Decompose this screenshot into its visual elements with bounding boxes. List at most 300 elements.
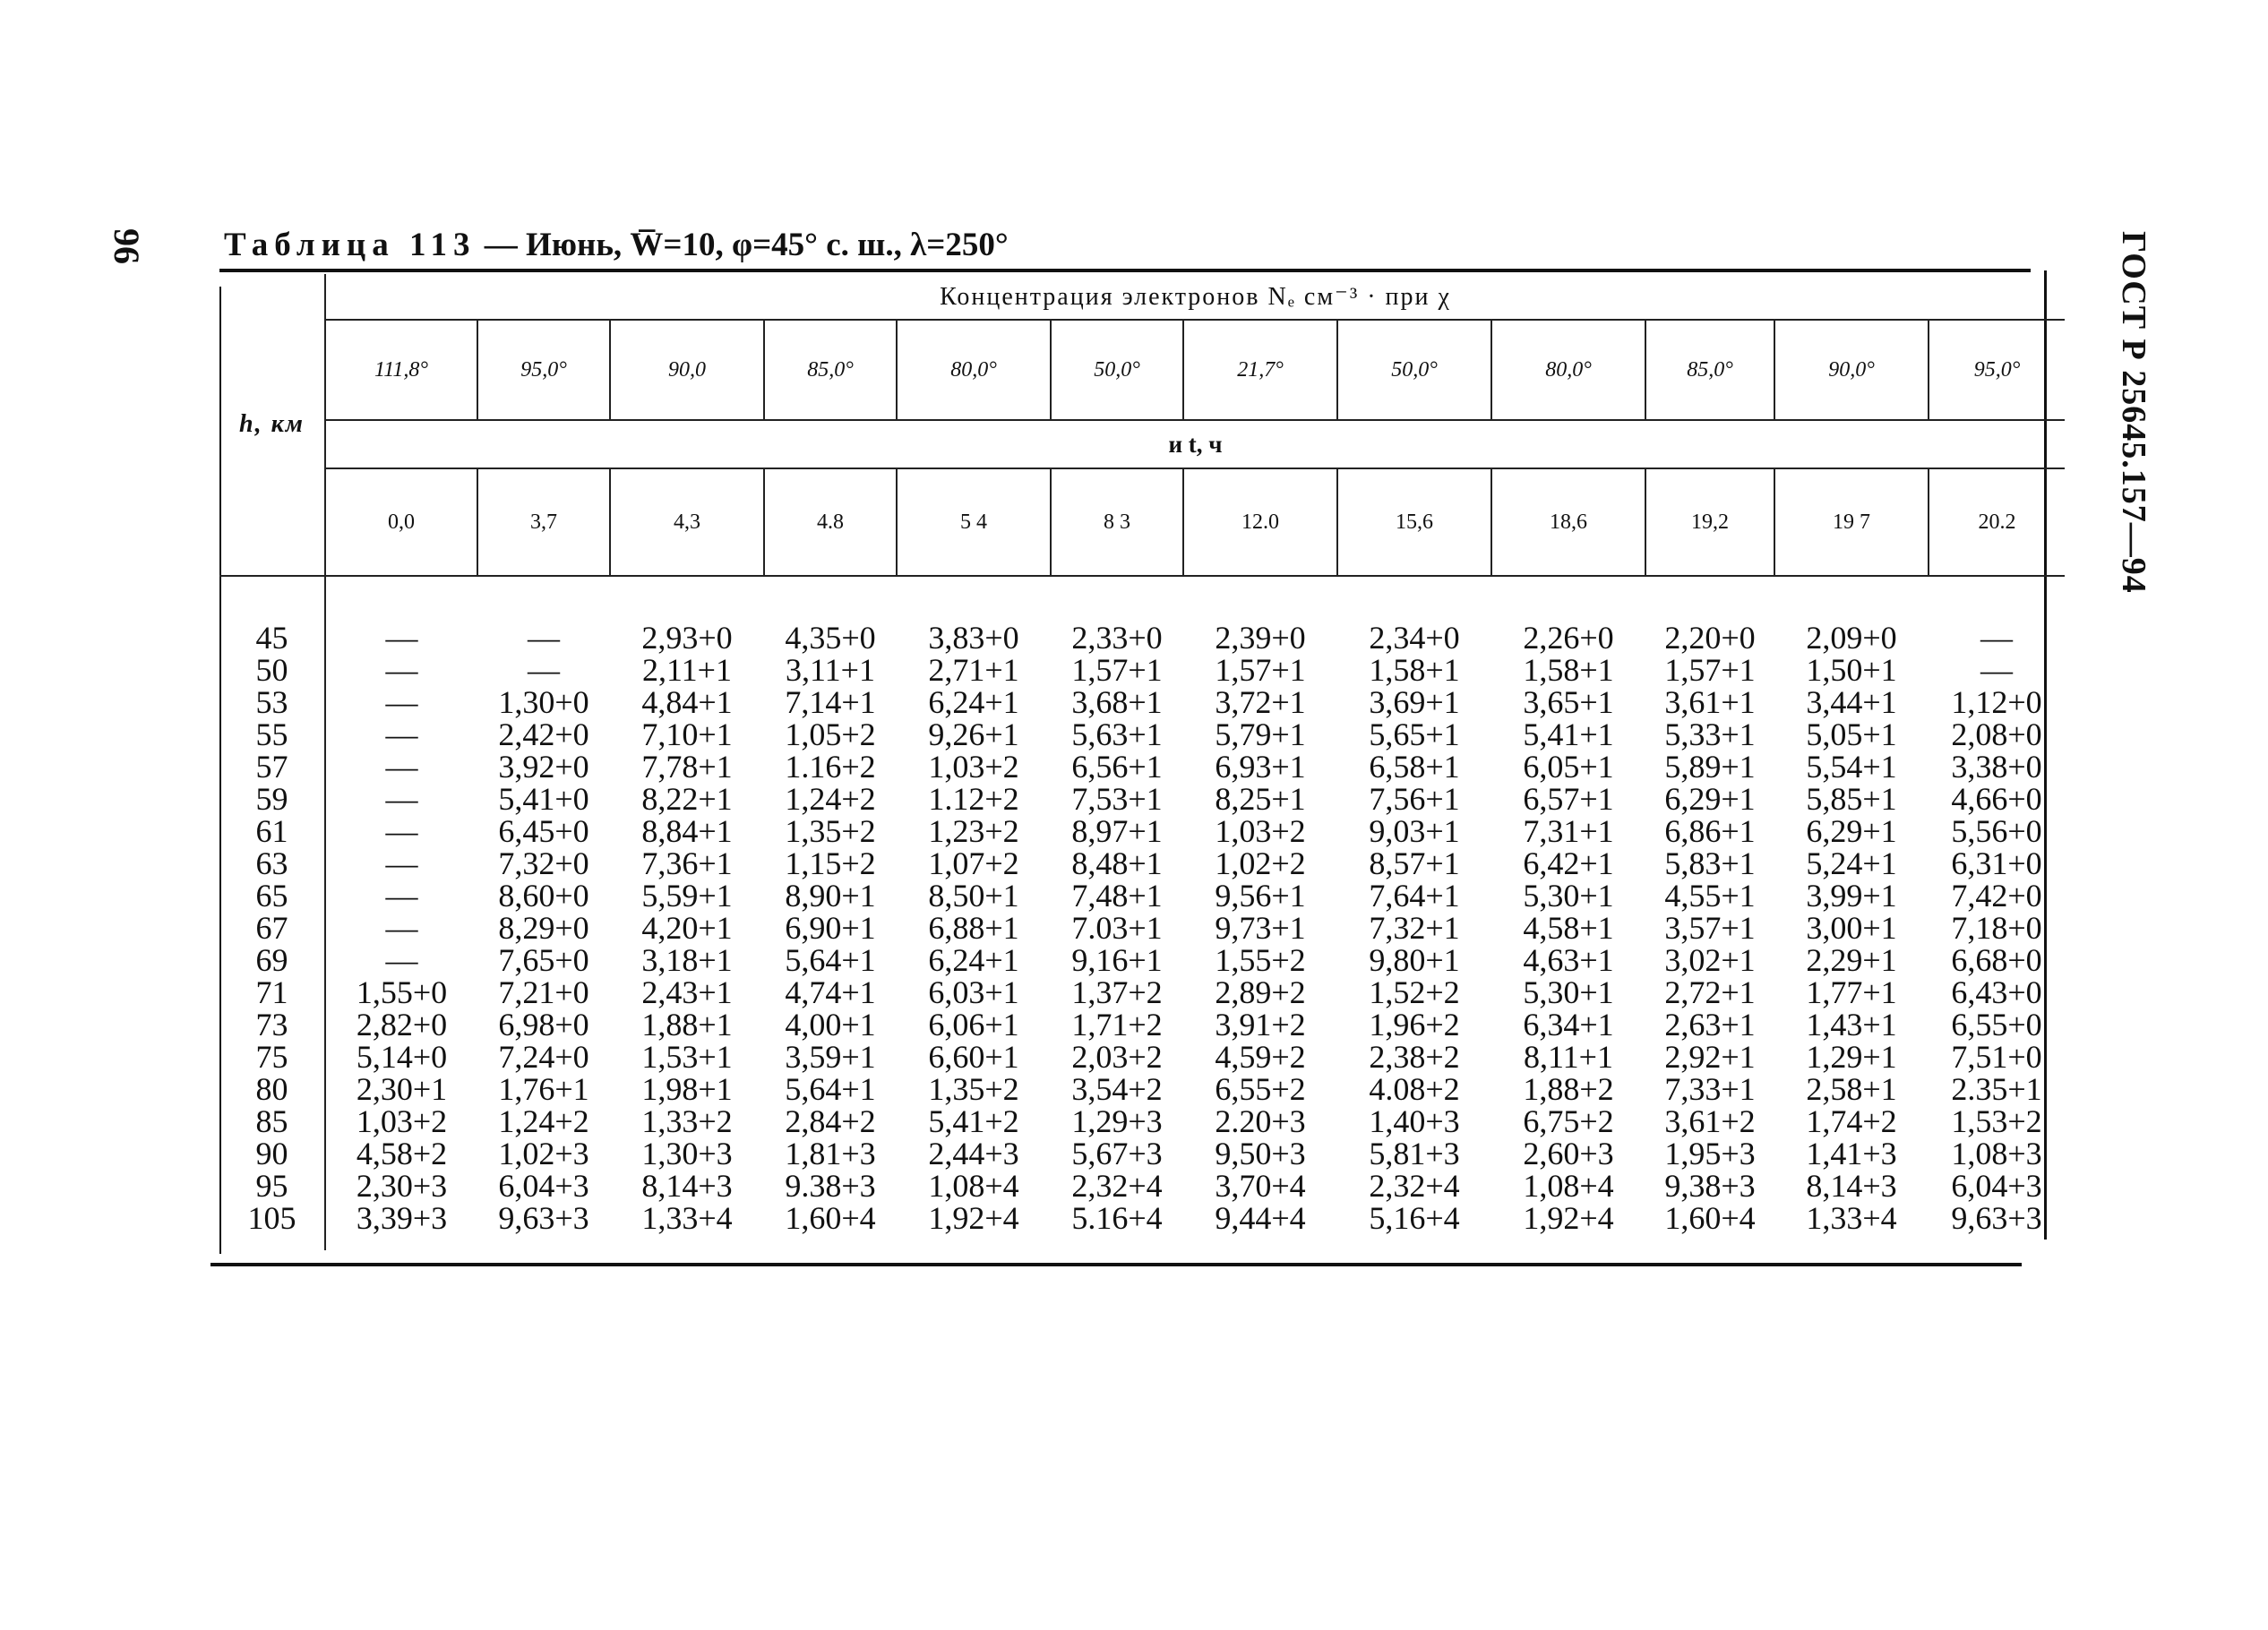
concentration-cell: 5,41+0: [498, 781, 589, 817]
concentration-cell: 4.08+2: [1369, 1071, 1460, 1107]
concentration-cell: 7,78+1: [641, 749, 733, 785]
concentration-cell: 3,00+1: [1806, 910, 1897, 946]
table-row: [219, 1202, 2065, 1250]
concentration-cell: 2,89+2: [1215, 974, 1306, 1010]
concentration-cell: 6,93+1: [1215, 749, 1306, 785]
concentration-cell: 9,03+1: [1369, 813, 1460, 849]
concentration-cell: 5,81+3: [1369, 1136, 1460, 1171]
concentration-cell: 2,44+3: [928, 1136, 1019, 1171]
concentration-cell: —: [1980, 652, 2013, 688]
concentration-cell: 1,02+2: [1215, 845, 1306, 881]
chi-header-cell: 85,0°: [1645, 320, 1774, 420]
concentration-cell: 1,30+0: [498, 684, 589, 720]
concentration-cell: 2,84+2: [785, 1103, 876, 1139]
concentration-cell: 6,56+1: [1071, 749, 1163, 785]
concentration-cell: 6,42+1: [1523, 845, 1614, 881]
chi-header-cell: 95,0°: [477, 320, 610, 420]
concentration-cell: 3,44+1: [1806, 684, 1897, 720]
concentration-cell: 9,38+3: [1664, 1168, 1756, 1204]
concentration-cell: 5,85+1: [1806, 781, 1897, 817]
concentration-cell: —: [385, 684, 418, 720]
altitude-cell: 71: [219, 976, 325, 1008]
concentration-cell: 4,20+1: [641, 910, 733, 946]
altitude-cell: 73: [219, 1008, 325, 1041]
concentration-cell: 9,26+1: [928, 716, 1019, 752]
concentration-cell: 3,59+1: [785, 1039, 876, 1075]
table-bottom-rule: [210, 1263, 2022, 1266]
concentration-cell: 6,31+0: [1951, 845, 2042, 881]
local-time-header: и t, ч: [325, 420, 2065, 468]
concentration-cell: 7,10+1: [641, 716, 733, 752]
concentration-cell: 2,42+0: [498, 716, 589, 752]
concentration-cell: 1,96+2: [1369, 1007, 1460, 1042]
concentration-cell: 6,05+1: [1523, 749, 1614, 785]
concentration-cell: 1,15+2: [785, 845, 876, 881]
concentration-cell: 4,84+1: [641, 684, 733, 720]
concentration-cell: 6,60+1: [928, 1039, 1019, 1075]
concentration-cell: —: [385, 620, 418, 656]
concentration-cell: 2,03+2: [1071, 1039, 1163, 1075]
concentration-cell: 6,04+3: [1951, 1168, 2042, 1204]
concentration-cell: 1,57+1: [1215, 652, 1306, 688]
altitude-column-header: h, км: [219, 274, 325, 576]
concentration-cell: 1,41+3: [1806, 1136, 1897, 1171]
concentration-cell: 9.38+3: [785, 1168, 876, 1204]
concentration-cell: 3,61+2: [1664, 1103, 1756, 1139]
concentration-cell: 8,60+0: [498, 878, 589, 914]
chi-header-cell: 80,0°: [1491, 320, 1645, 420]
concentration-cell: 7,53+1: [1071, 781, 1163, 817]
altitude-cell: 63: [219, 847, 325, 879]
concentration-cell: —: [1980, 620, 2013, 656]
chi-header-cell: 50,0°: [1337, 320, 1491, 420]
concentration-cell: 5,56+0: [1951, 813, 2042, 849]
concentration-cell: 6,29+1: [1806, 813, 1897, 849]
concentration-cell: 1,23+2: [928, 813, 1019, 849]
concentration-cell: 8,22+1: [641, 781, 733, 817]
concentration-cell: 1,53+1: [641, 1039, 733, 1075]
table-row: [219, 1073, 2065, 1105]
concentration-cell: 2,38+2: [1369, 1039, 1460, 1075]
altitude-cell: 90: [219, 1137, 325, 1170]
concentration-cell: 1,33+4: [641, 1200, 733, 1236]
concentration-cell: 1,50+1: [1806, 652, 1897, 688]
concentration-cell: 7,36+1: [641, 845, 733, 881]
concentration-cell: 7,21+0: [498, 974, 589, 1010]
concentration-cell: 1,88+2: [1523, 1071, 1614, 1107]
concentration-cell: 1,52+2: [1369, 974, 1460, 1010]
concentration-cell: 2,08+0: [1951, 716, 2042, 752]
altitude-cell: 65: [219, 879, 325, 912]
concentration-cell: 7,64+1: [1369, 878, 1460, 914]
concentration-cell: 3,68+1: [1071, 684, 1163, 720]
concentration-cell: 1,08+4: [928, 1168, 1019, 1204]
time-header-cell: 15,6: [1337, 468, 1491, 576]
table-row: [219, 1041, 2065, 1073]
concentration-cell: 5,33+1: [1664, 716, 1756, 752]
concentration-cell: 2.20+3: [1215, 1103, 1306, 1139]
concentration-cell: 1.12+2: [928, 781, 1019, 817]
concentration-cell: 6,68+0: [1951, 942, 2042, 978]
concentration-cell: 3,02+1: [1664, 942, 1756, 978]
concentration-cell: 8,11+1: [1524, 1039, 1613, 1075]
concentration-cell: 7,31+1: [1523, 813, 1614, 849]
concentration-cell: 1,53+2: [1951, 1103, 2042, 1139]
table-row: [219, 718, 2065, 751]
concentration-cell: 3,18+1: [641, 942, 733, 978]
concentration-cell: 1,35+2: [785, 813, 876, 849]
concentration-cell: 2,32+4: [1071, 1168, 1163, 1204]
concentration-cell: 5,83+1: [1664, 845, 1756, 881]
concentration-cell: 2,20+0: [1664, 620, 1756, 656]
chi-header-cell: 111,8°: [325, 320, 477, 420]
concentration-cell: 2,43+1: [641, 974, 733, 1010]
concentration-cell: 1,58+1: [1523, 652, 1614, 688]
table-row: [219, 654, 2065, 686]
page-number: 96: [107, 228, 147, 264]
table-row: [219, 751, 2065, 783]
concentration-cell: —: [385, 749, 418, 785]
concentration-cell: 1,03+2: [928, 749, 1019, 785]
altitude-cell: 69: [219, 944, 325, 976]
chi-header-cell: 95,0°: [1929, 320, 2065, 420]
concentration-cell: 1,05+2: [785, 716, 876, 752]
concentration-cell: —: [528, 620, 560, 656]
time-header-cell: 20.2: [1929, 468, 2065, 576]
altitude-cell: 105: [219, 1202, 325, 1250]
concentration-cell: 2,72+1: [1664, 974, 1756, 1010]
concentration-cell: 6,75+2: [1523, 1103, 1614, 1139]
concentration-cell: 7,51+0: [1951, 1039, 2042, 1075]
concentration-cell: 8,97+1: [1071, 813, 1163, 849]
concentration-cell: 8,14+3: [1806, 1168, 1897, 1204]
table-caption: [224, 226, 1009, 264]
table-top-rule: [219, 269, 2031, 272]
concentration-cell: 1,74+2: [1806, 1103, 1897, 1139]
concentration-cell: 8,84+1: [641, 813, 733, 849]
concentration-cell: 5,30+1: [1523, 878, 1614, 914]
concentration-cell: 7,32+0: [498, 845, 589, 881]
concentration-cell: 2,63+1: [1664, 1007, 1756, 1042]
concentration-cell: 1,76+1: [498, 1071, 589, 1107]
concentration-cell: 5,59+1: [641, 878, 733, 914]
local-time-row: [219, 468, 2065, 576]
concentration-cell: 1,03+2: [356, 1103, 448, 1139]
concentration-cell: 7,65+0: [498, 942, 589, 978]
concentration-cell: 6,88+1: [928, 910, 1019, 946]
concentration-cell: 1,60+4: [785, 1200, 876, 1236]
altitude-cell: 67: [219, 912, 325, 944]
concentration-cell: 6,45+0: [498, 813, 589, 849]
concentration-cell: 3,65+1: [1523, 684, 1614, 720]
concentration-cell: 3,92+0: [498, 749, 589, 785]
concentration-cell: 9,56+1: [1215, 878, 1306, 914]
concentration-cell: 6,24+1: [928, 684, 1019, 720]
concentration-cell: 1,03+2: [1215, 813, 1306, 849]
concentration-cell: 2,29+1: [1806, 942, 1897, 978]
concentration-cell: 5,30+1: [1523, 974, 1614, 1010]
concentration-cell: 1,33+2: [641, 1103, 733, 1139]
zenith-angle-row: [219, 320, 2065, 420]
altitude-cell: 95: [219, 1170, 325, 1202]
concentration-cell: —: [385, 652, 418, 688]
concentration-cell: 9,50+3: [1215, 1136, 1306, 1171]
concentration-cell: 2,30+3: [356, 1168, 448, 1204]
concentration-cell: 3,39+3: [356, 1200, 448, 1236]
concentration-cell: 1,55+0: [356, 974, 448, 1010]
time-header-cell: 4,3: [610, 468, 764, 576]
table-caption-label: Таблица 113: [224, 227, 477, 263]
concentration-cell: —: [385, 845, 418, 881]
concentration-cell: 2,60+3: [1523, 1136, 1614, 1171]
concentration-cell: 4,66+0: [1951, 781, 2042, 817]
concentration-cell: 3,72+1: [1215, 684, 1306, 720]
concentration-cell: 6,55+0: [1951, 1007, 2042, 1042]
concentration-cell: 1,07+2: [928, 845, 1019, 881]
document-code: ГОСТ Р 25645.157—94: [2115, 231, 2152, 594]
concentration-cell: 6,90+1: [785, 910, 876, 946]
chi-header-cell: 90,0: [610, 320, 764, 420]
table-row: [219, 1137, 2065, 1170]
concentration-cell: 1,92+4: [928, 1200, 1019, 1236]
concentration-cell: 1,98+1: [641, 1071, 733, 1107]
concentration-cell: 6,04+3: [498, 1168, 589, 1204]
concentration-cell: 7,56+1: [1369, 781, 1460, 817]
concentration-cell: 5,16+4: [1369, 1200, 1460, 1236]
concentration-cell: 7,32+1: [1369, 910, 1460, 946]
table-row: [219, 1008, 2065, 1041]
concentration-cell: 2,26+0: [1523, 620, 1614, 656]
concentration-cell: 5,79+1: [1215, 716, 1306, 752]
concentration-cell: 7,48+1: [1071, 878, 1163, 914]
concentration-cell: 3,57+1: [1664, 910, 1756, 946]
altitude-cell: 57: [219, 751, 325, 783]
table-row: [219, 1105, 2065, 1137]
chi-header-cell: 80,0°: [897, 320, 1051, 420]
concentration-cell: 8,14+3: [641, 1168, 733, 1204]
concentration-cell: 1,08+4: [1523, 1168, 1614, 1204]
table-row: [219, 976, 2065, 1008]
concentration-cell: 8,90+1: [785, 878, 876, 914]
concentration-cell: 6,34+1: [1523, 1007, 1614, 1042]
altitude-cell: 85: [219, 1105, 325, 1137]
time-header-cell: 5 4: [897, 468, 1051, 576]
concentration-cell: 1,88+1: [641, 1007, 733, 1042]
concentration-cell: —: [385, 910, 418, 946]
concentration-cell: 7,42+0: [1951, 878, 2042, 914]
concentration-cell: 3,70+4: [1215, 1168, 1306, 1204]
concentration-cell: 5,67+3: [1071, 1136, 1163, 1171]
altitude-cell: 75: [219, 1041, 325, 1073]
concentration-cell: 2.35+1: [1951, 1071, 2042, 1107]
concentration-cell: 8,48+1: [1071, 845, 1163, 881]
concentration-cell: 9,80+1: [1369, 942, 1460, 978]
concentration-cell: 4,35+0: [785, 620, 876, 656]
altitude-cell: 45: [219, 622, 325, 654]
concentration-cell: 1,92+4: [1523, 1200, 1614, 1236]
concentration-cell: —: [385, 781, 418, 817]
chi-header-cell: 85,0°: [764, 320, 897, 420]
concentration-cell: 7,14+1: [785, 684, 876, 720]
chi-header-cell: 90,0°: [1774, 320, 1929, 420]
concentration-cell: 6,06+1: [928, 1007, 1019, 1042]
concentration-cell: 4,63+1: [1523, 942, 1614, 978]
concentration-cell: —: [385, 878, 418, 914]
concentration-cell: 2,11+1: [642, 652, 732, 688]
altitude-cell: 55: [219, 718, 325, 751]
time-header-cell: 18,6: [1491, 468, 1645, 576]
concentration-cell: 4,74+1: [785, 974, 876, 1010]
concentration-cell: 6,24+1: [928, 942, 1019, 978]
concentration-cell: 2,82+0: [356, 1007, 448, 1042]
concentration-cell: 2,93+0: [641, 620, 733, 656]
concentration-cell: 2,71+1: [928, 652, 1019, 688]
altitude-cell: 59: [219, 783, 325, 815]
concentration-cell: 1,57+1: [1664, 652, 1756, 688]
concentration-cell: 9,16+1: [1071, 942, 1163, 978]
concentration-cell: 3,91+2: [1215, 1007, 1306, 1042]
concentration-cell: 1,29+1: [1806, 1039, 1897, 1075]
concentration-cell: 6,55+2: [1215, 1071, 1306, 1107]
concentration-header: Концентрация электронов Nₑ см⁻³ · при χ: [325, 274, 2065, 320]
concentration-cell: 6,58+1: [1369, 749, 1460, 785]
concentration-cell: 7,24+0: [498, 1039, 589, 1075]
concentration-cell: 4,58+2: [356, 1136, 448, 1171]
concentration-cell: 5,54+1: [1806, 749, 1897, 785]
concentration-cell: 1,58+1: [1369, 652, 1460, 688]
concentration-cell: 3,54+2: [1071, 1071, 1163, 1107]
concentration-cell: 9,63+3: [498, 1200, 589, 1236]
concentration-cell: 9,63+3: [1951, 1200, 2042, 1236]
concentration-cell: 6,86+1: [1664, 813, 1756, 849]
concentration-cell: 1,08+3: [1951, 1136, 2042, 1171]
concentration-cell: 1,12+0: [1951, 684, 2042, 720]
concentration-cell: 1,57+1: [1071, 652, 1163, 688]
concentration-cell: 5,41+2: [928, 1103, 1019, 1139]
time-header-cell: 0,0: [325, 468, 477, 576]
concentration-cell: 1,55+2: [1215, 942, 1306, 978]
concentration-cell: 9,73+1: [1215, 910, 1306, 946]
concentration-cell: 1,35+2: [928, 1071, 1019, 1107]
concentration-cell: 5,63+1: [1071, 716, 1163, 752]
concentration-cell: 9,44+4: [1215, 1200, 1306, 1236]
concentration-cell: 1,33+4: [1806, 1200, 1897, 1236]
concentration-cell: 1,43+1: [1806, 1007, 1897, 1042]
concentration-cell: 8,50+1: [928, 878, 1019, 914]
concentration-cell: 2,58+1: [1806, 1071, 1897, 1107]
concentration-cell: 2,39+0: [1215, 620, 1306, 656]
concentration-cell: 1,24+2: [785, 781, 876, 817]
concentration-cell: —: [385, 942, 418, 978]
table-row: [219, 879, 2065, 912]
concentration-cell: 7,33+1: [1664, 1071, 1756, 1107]
concentration-cell: 4,58+1: [1523, 910, 1614, 946]
concentration-cell: 3,11+1: [786, 652, 875, 688]
concentration-cell: 1,30+3: [641, 1136, 733, 1171]
concentration-cell: 6,29+1: [1664, 781, 1756, 817]
table-row: [219, 815, 2065, 847]
concentration-cell: 1,02+3: [498, 1136, 589, 1171]
chi-header-cell: 50,0°: [1051, 320, 1183, 420]
table-caption-text: — Июнь, W̅=10, φ=45° с. ш., λ=250°: [476, 227, 1009, 263]
concentration-cell: 3,83+0: [928, 620, 1019, 656]
table-row: [219, 944, 2065, 976]
concentration-cell: 4,59+2: [1215, 1039, 1306, 1075]
table-row: [219, 622, 2065, 654]
concentration-cell: 3,99+1: [1806, 878, 1897, 914]
concentration-cell: —: [528, 652, 560, 688]
time-header-cell: 4.8: [764, 468, 897, 576]
table-row: [219, 847, 2065, 879]
concentration-cell: 5.16+4: [1071, 1200, 1163, 1236]
concentration-cell: 5,14+0: [356, 1039, 448, 1075]
concentration-cell: 1.16+2: [785, 749, 876, 785]
altitude-cell: 50: [219, 654, 325, 686]
concentration-cell: 1,71+2: [1071, 1007, 1163, 1042]
concentration-cell: 5,89+1: [1664, 749, 1756, 785]
concentration-cell: 6,57+1: [1523, 781, 1614, 817]
concentration-cell: 1,77+1: [1806, 974, 1897, 1010]
altitude-cell: 53: [219, 686, 325, 718]
altitude-cell: 80: [219, 1073, 325, 1105]
chi-header-cell: 21,7°: [1183, 320, 1337, 420]
time-header-cell: 3,7: [477, 468, 610, 576]
concentration-cell: 2,30+1: [356, 1071, 448, 1107]
table-row: [219, 912, 2065, 944]
concentration-cell: 1,40+3: [1369, 1103, 1460, 1139]
concentration-cell: 1,24+2: [498, 1103, 589, 1139]
concentration-cell: 1,37+2: [1071, 974, 1163, 1010]
concentration-cell: 8,29+0: [498, 910, 589, 946]
concentration-cell: 6,03+1: [928, 974, 1019, 1010]
time-header-cell: 12.0: [1183, 468, 1337, 576]
altitude-cell: 61: [219, 815, 325, 847]
concentration-cell: 5,24+1: [1806, 845, 1897, 881]
time-header-cell: 8 3: [1051, 468, 1183, 576]
concentration-cell: 7.03+1: [1071, 910, 1163, 946]
table-row: [219, 686, 2065, 718]
concentration-cell: 1,29+3: [1071, 1103, 1163, 1139]
concentration-cell: 5,64+1: [785, 1071, 876, 1107]
concentration-cell: 3,38+0: [1951, 749, 2042, 785]
concentration-cell: 2,33+0: [1071, 620, 1163, 656]
electron-concentration-table: [219, 274, 2065, 1250]
table-row: [219, 1170, 2065, 1202]
concentration-cell: 2,92+1: [1664, 1039, 1756, 1075]
time-header-cell: 19 7: [1774, 468, 1929, 576]
concentration-cell: —: [385, 716, 418, 752]
concentration-cell: 5,64+1: [785, 942, 876, 978]
concentration-cell: —: [385, 813, 418, 849]
concentration-cell: 4,55+1: [1664, 878, 1756, 914]
concentration-cell: 2,09+0: [1806, 620, 1897, 656]
concentration-cell: 2,34+0: [1369, 620, 1460, 656]
concentration-cell: 8,57+1: [1369, 845, 1460, 881]
table-row: [219, 783, 2065, 815]
concentration-cell: 7,18+0: [1951, 910, 2042, 946]
time-header-cell: 19,2: [1645, 468, 1774, 576]
concentration-cell: 4,00+1: [785, 1007, 876, 1042]
concentration-cell: 5,05+1: [1806, 716, 1897, 752]
concentration-cell: 1,60+4: [1664, 1200, 1756, 1236]
concentration-cell: 5,41+1: [1523, 716, 1614, 752]
concentration-cell: 3,69+1: [1369, 684, 1460, 720]
concentration-cell: 8,25+1: [1215, 781, 1306, 817]
concentration-cell: 5,65+1: [1369, 716, 1460, 752]
concentration-cell: 1,95+3: [1664, 1136, 1756, 1171]
concentration-cell: 6,98+0: [498, 1007, 589, 1042]
concentration-cell: 3,61+1: [1664, 684, 1756, 720]
